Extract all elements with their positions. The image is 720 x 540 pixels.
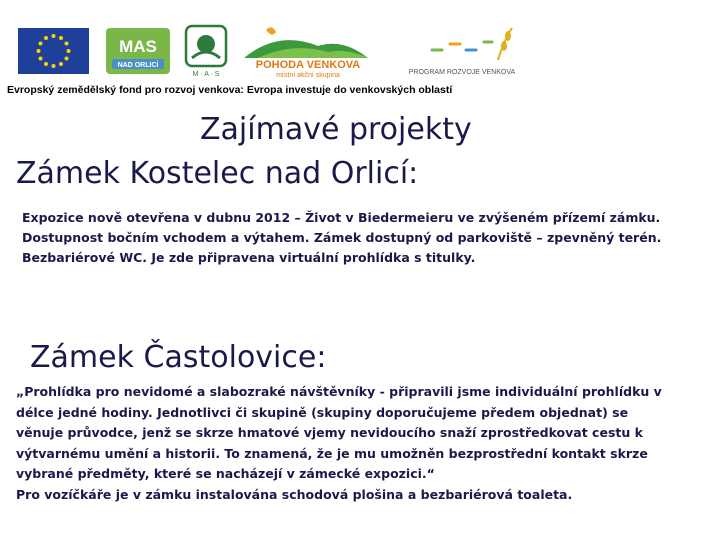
paragraph-line: Dostupnost bočním vchodem a výtahem. Zámek dostupný od parkoviště – zpevněný terén. (22, 230, 662, 245)
paragraph-line: věnuje průvodce, jenž se skrze hmatové vjemy nevidoucího snaží zprostředkovat cestu k (16, 425, 643, 440)
pohoda-logo-text: POHODA VENKOVA (255, 59, 361, 71)
paragraph-line: výtvarnému umění a historii. To znamená, že je mu umožněn bezprostřední kontakt skrze (16, 445, 648, 461)
prv-logo (380, 20, 530, 80)
mas-emblem-text: M · A · S (192, 71, 220, 78)
paragraph-line: Expozice nově otevřena v dubnu 2012 – Život v Biedermeieru ve zvýšeném přízemí zámku. (22, 210, 661, 225)
eu-flag-logo (18, 28, 89, 74)
funding-statement: Evropský zemědělský fond pro rozvoj venkova: Evropa investuje do venkovských oblastí (7, 84, 453, 96)
paragraph-line: Pro vozíčkáře je v zámku instalována schodová plošina a bezbariérová toaleta. (16, 486, 573, 502)
paragraph-line: vybrané předměty, které se nacházejí v zámecké expozici.“ (16, 466, 435, 481)
mas-logo-subtext: NAD ORLICÍ (117, 62, 159, 69)
section-body-kostelec (22, 208, 712, 268)
logo-strip (8, 18, 528, 80)
paragraph-line: Bezbariérové WC. Je zde připravena virtuální prohlídka s titulky. (22, 250, 476, 265)
mas-emblem-logo (180, 24, 232, 80)
section-heading-kostelec: Zámek Kostelec nad Orlicí: (16, 156, 419, 191)
section-heading-castolovice: Zámek Častolovice: (30, 340, 327, 375)
page-title: Zajímavé projekty (200, 112, 472, 147)
paragraph-line: délce jedné hodiny. Jednotlivci či skupině (skupiny doporučujeme předem objednat) se (16, 404, 629, 420)
mas-logo (104, 26, 172, 76)
section-body-castolovice (16, 382, 716, 505)
paragraph-line: „Prohlídka pro nevidomé a slabozraké návštěvníky - připravili jsme individuální prohlídku v (16, 384, 662, 399)
pohoda-venkova-logo (238, 24, 373, 80)
mas-logo-text: MAS (119, 37, 157, 56)
prv-logo-text: PROGRAM ROZVOJE VENKOVA (408, 69, 516, 76)
pohoda-logo-subtext: místní akční skupina (276, 72, 340, 79)
